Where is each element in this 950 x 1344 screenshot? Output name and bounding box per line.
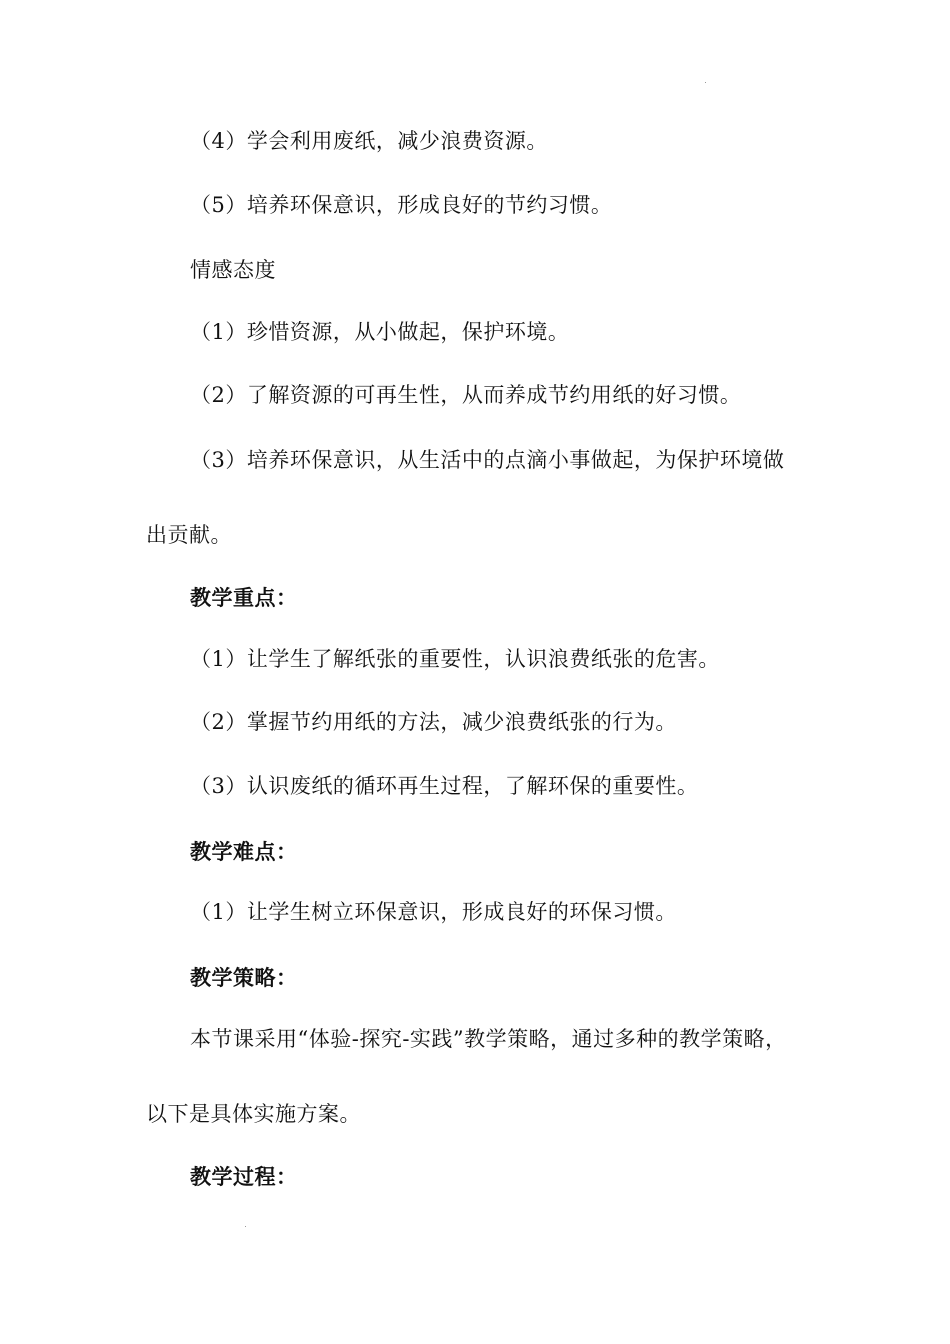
objective-item-5: （5）培养环保意识，形成良好的节约习惯。 — [190, 193, 613, 217]
strategy-paragraph-continued: 以下是具体实施方案。 — [146, 1102, 361, 1126]
scan-speck — [705, 82, 706, 83]
attitude-item-2: （2）了解资源的可再生性，从而养成节约用纸的好习惯。 — [190, 383, 742, 407]
section-heading-difficulties: 教学难点： — [190, 840, 298, 864]
strategy-paragraph: 本节课采用“体验-探究-实践”教学策略，通过多种的教学策略， — [190, 1027, 787, 1051]
section-heading-emotional-attitude: 情感态度 — [190, 258, 276, 282]
attitude-item-3-continued: 出贡献。 — [146, 523, 232, 547]
section-heading-strategy: 教学策略： — [190, 966, 298, 990]
attitude-item-1: （1）珍惜资源，从小做起，保护环境。 — [190, 320, 570, 344]
key-point-item-1: （1）让学生了解纸张的重要性，认识浪费纸张的危害。 — [190, 647, 720, 671]
scan-speck — [245, 1226, 246, 1227]
attitude-item-3: （3）培养环保意识，从生活中的点滴小事做起，为保护环境做 — [190, 448, 785, 472]
key-point-item-3: （3）认识废纸的循环再生过程，了解环保的重要性。 — [190, 774, 699, 798]
difficulty-item-1: （1）让学生树立环保意识，形成良好的环保习惯。 — [190, 900, 677, 924]
key-point-item-2: （2）掌握节约用纸的方法，减少浪费纸张的行为。 — [190, 710, 677, 734]
objective-item-4: （4）学会利用废纸，减少浪费资源。 — [190, 129, 548, 153]
section-heading-process: 教学过程： — [190, 1165, 298, 1189]
section-heading-key-points: 教学重点： — [190, 586, 298, 610]
